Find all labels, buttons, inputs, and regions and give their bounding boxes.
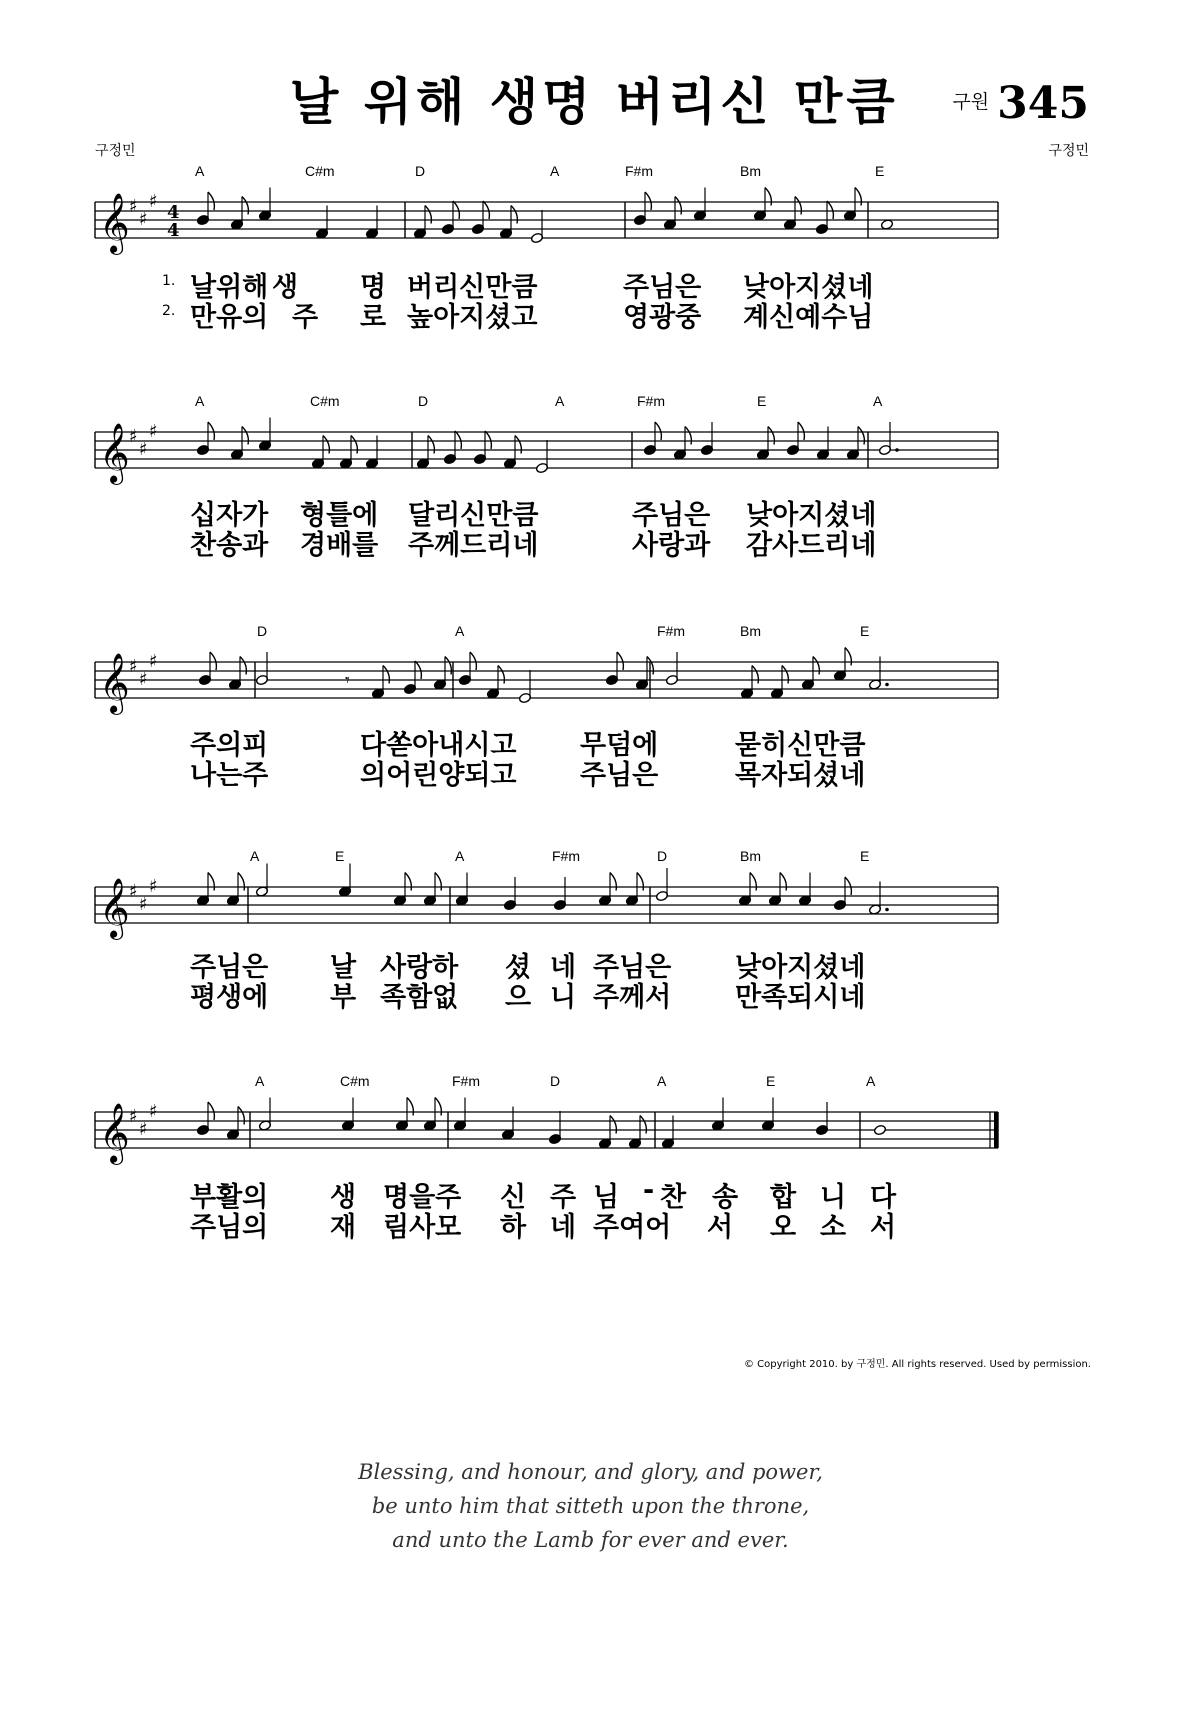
chord-symbol: A	[455, 623, 465, 639]
lyric-word: 무덤에	[580, 730, 659, 761]
key-signature-sharp: ♯	[129, 881, 138, 902]
chord-symbol: E	[860, 848, 870, 864]
note-flag	[240, 657, 246, 675]
chord-symbol: F#m	[625, 163, 653, 179]
note-flag	[323, 436, 329, 454]
hymn-number: 345	[997, 78, 1089, 129]
lyric-word: 나는주	[190, 760, 269, 791]
verse-number: 1.	[162, 273, 176, 289]
treble-clef: 𝄞	[99, 193, 130, 253]
note-flag	[827, 201, 833, 219]
note-flag	[640, 1116, 646, 1134]
note-flag	[795, 197, 801, 215]
copyright-notice: © Copyright 2010. by 구정민. All rights reserved. Used by permission.	[743, 1359, 1091, 1370]
note-flag	[428, 436, 434, 454]
chord-symbol: D	[257, 623, 268, 639]
chord-symbol: D	[415, 163, 426, 179]
lyric-word: 주여어	[593, 1212, 672, 1243]
lyric-word: 목자되셨네	[735, 760, 866, 791]
key-signature-sharp: ♯	[149, 421, 158, 442]
key-signature-sharp: ♯	[139, 1119, 148, 1140]
lyricist: 구정민	[95, 143, 136, 159]
lyric-word: 으	[505, 982, 532, 1013]
lyric-word: 버리신만큼	[407, 272, 538, 303]
note-flag	[483, 201, 489, 219]
note-flag	[752, 666, 758, 684]
note-dot	[895, 448, 899, 452]
lyric-word: 영광중	[623, 302, 702, 333]
lyric-word: 주의피	[190, 730, 269, 761]
note-flag	[242, 197, 248, 215]
note-flag	[511, 206, 517, 224]
chord-symbol: F#m	[637, 393, 665, 409]
lyric-word: 생	[272, 272, 299, 303]
lyric-word: 명	[360, 272, 387, 303]
lyric-word: 명을주	[383, 1182, 462, 1213]
chord-symbol: F#m	[452, 1073, 480, 1089]
note-flag	[435, 873, 441, 891]
lyric-word: 찬송과	[190, 530, 269, 561]
key-signature-sharp: ♯	[139, 209, 148, 230]
note-flag	[208, 192, 214, 210]
key-signature-sharp: ♯	[149, 191, 158, 212]
chord-symbol: E	[335, 848, 345, 864]
lyric-word: 셨	[505, 952, 532, 983]
note-flag	[405, 873, 411, 891]
key-signature-sharp: ♯	[129, 426, 138, 447]
lyric-word: 주께드리네	[408, 530, 539, 561]
note-flag	[845, 648, 851, 666]
lyric-word: 낮아지셨네	[743, 272, 874, 303]
lyric-word: 재	[330, 1212, 357, 1243]
note-flag	[455, 431, 461, 449]
chord-symbol: E	[766, 1073, 776, 1089]
treble-clef: 𝄞	[99, 423, 130, 483]
chord-symbol: A	[250, 848, 260, 864]
lyric-word: 주께서	[593, 982, 672, 1013]
lyric-word: 계신예수님	[743, 302, 874, 333]
chord-symbol: A	[555, 393, 565, 409]
hymn-title: 날 위해 생명 버리신 만큼	[290, 73, 899, 131]
lyric-word: 합	[770, 1182, 797, 1213]
lyric-word: 묻히신만큼	[735, 730, 866, 761]
lyric-word: 네	[550, 1212, 577, 1243]
hymn-number-block	[952, 78, 1089, 129]
lyric-word: 서	[707, 1212, 734, 1243]
lyric-word: 달리신만큼	[408, 500, 539, 531]
note-flag	[617, 652, 623, 670]
lyric-word: 주님의	[190, 1212, 269, 1243]
lyric-line	[0, 523, 1181, 561]
key-signature-sharp: ♯	[139, 669, 148, 690]
chord-symbol: D	[657, 848, 668, 864]
lyric-word: 다	[870, 1182, 897, 1213]
note-flag	[407, 1098, 413, 1116]
note-flag	[470, 652, 476, 670]
hymn-category-label: 구원	[952, 91, 990, 113]
treble-clef: 𝄞	[99, 653, 130, 713]
lyric-line	[0, 945, 1181, 983]
final-barline	[994, 1112, 998, 1148]
lyric-word: 주	[550, 1182, 577, 1213]
lyric-line	[0, 1175, 1181, 1213]
lyric-word: 사랑과	[632, 530, 711, 561]
note-dot	[885, 683, 889, 687]
note-flag	[780, 873, 786, 891]
lyric-line	[0, 1205, 1181, 1243]
note-flag	[610, 873, 616, 891]
chord-symbol: Bm	[740, 163, 761, 179]
note-flag	[637, 873, 643, 891]
chord-symbol: C#m	[305, 163, 335, 179]
chord-symbol: Bm	[740, 623, 761, 639]
scripture-line: be unto him that sitteth upon the throne,	[371, 1494, 810, 1518]
lyric-word: 낮아지셨네	[735, 952, 866, 983]
note-dot	[885, 908, 889, 912]
lyric-word: 만족되시네	[735, 982, 866, 1013]
lyric-word: 사랑하	[380, 952, 459, 983]
composer: 구정민	[1048, 143, 1089, 159]
note-flag	[415, 661, 421, 679]
note-flag	[208, 422, 214, 440]
note-flag	[768, 427, 774, 445]
lyric-word: 찬	[660, 1182, 687, 1213]
lyric-word: 주님은	[580, 760, 659, 791]
eighth-rest: 𝄾	[345, 670, 350, 691]
note-flag	[685, 427, 691, 445]
chord-symbol: F#m	[552, 848, 580, 864]
scripture-line: and unto the Lamb for ever and ever.	[392, 1528, 789, 1552]
note-flag	[208, 1102, 214, 1120]
note-flag	[351, 436, 357, 454]
note-flag	[238, 1107, 244, 1125]
time-signature-bottom: 4	[167, 220, 180, 241]
lyric-word: 로	[360, 302, 387, 333]
note-flag	[845, 877, 851, 895]
chord-symbol: F#m	[657, 623, 685, 639]
lyric-word: 주님은	[632, 500, 711, 531]
lyric-word: 네	[550, 952, 577, 983]
lyric-word: 주님은	[190, 952, 269, 983]
chord-symbol: E	[757, 393, 767, 409]
note-flag	[498, 666, 504, 684]
key-signature-sharp: ♯	[139, 439, 148, 460]
lyric-word: 소	[820, 1212, 847, 1243]
note-flag	[242, 427, 248, 445]
verse-number: 2.	[162, 303, 176, 319]
note-head	[873, 1124, 886, 1135]
chord-symbol: C#m	[310, 393, 340, 409]
lyric-word: 니	[820, 1182, 847, 1213]
scripture-line: Blessing, and honour, and glory, and power,	[358, 1460, 823, 1484]
note-flag	[858, 427, 864, 445]
note-flag	[813, 657, 819, 675]
chord-symbol: A	[550, 163, 560, 179]
lyric-word: 송	[712, 1182, 739, 1213]
chord-symbol: A	[255, 1073, 265, 1089]
lyric-word: 하	[500, 1212, 527, 1243]
lyric-line	[0, 753, 1181, 791]
lyric-word: 님	[593, 1182, 620, 1213]
chord-symbol: E	[875, 163, 885, 179]
note-flag	[425, 206, 431, 224]
note-flag	[383, 666, 389, 684]
chord-symbol: D	[550, 1073, 561, 1089]
chord-symbol: A	[455, 848, 465, 864]
lyric-word: 주	[292, 302, 319, 333]
key-signature-sharp: ♯	[129, 196, 138, 217]
lyric-word: 오	[770, 1212, 797, 1243]
chord-symbol: E	[860, 623, 870, 639]
lyric-line	[0, 295, 1181, 333]
note-flag	[238, 873, 244, 891]
key-signature-sharp: ♯	[149, 876, 158, 897]
lyric-word: 다쏟아내시고	[360, 730, 517, 761]
lyric-line	[0, 265, 1181, 303]
chord-symbol: C#m	[340, 1073, 370, 1089]
lyric-word: 의어린양되고	[360, 760, 517, 791]
key-signature-sharp: ♯	[149, 1101, 158, 1122]
lyric-word: 감사드리네	[746, 530, 877, 561]
note-flag	[645, 192, 651, 210]
lyric-word: 족함없	[380, 982, 459, 1013]
lyric-word: 림사모	[383, 1212, 462, 1243]
treble-clef: 𝄞	[99, 1103, 130, 1163]
key-signature-sharp: ♯	[149, 651, 158, 672]
note-flag	[782, 666, 788, 684]
lyric-word: 부	[330, 982, 357, 1013]
chord-symbol: A	[873, 393, 883, 409]
note-flag	[445, 657, 451, 675]
lyric-word: 높아지셨고	[407, 302, 538, 333]
key-signature-sharp: ♯	[139, 894, 148, 915]
lyric-word: 십자가	[190, 500, 269, 531]
note-flag	[855, 188, 861, 206]
chord-symbol: A	[195, 163, 205, 179]
lyric-line	[0, 493, 1181, 531]
lyric-word: 평생에	[190, 982, 269, 1013]
key-signature-sharp: ♯	[129, 1106, 138, 1127]
lyric-word: 생	[330, 1182, 357, 1213]
lyric-line	[0, 975, 1181, 1013]
key-signature-sharp: ♯	[129, 656, 138, 677]
note-flag	[765, 188, 771, 206]
time-signature-top: 4	[167, 202, 180, 223]
note-flag	[610, 1116, 616, 1134]
note-flag	[515, 436, 521, 454]
lyric-word: -	[643, 1175, 655, 1206]
lyric-word: 서	[870, 1212, 897, 1243]
note-flag	[435, 1098, 441, 1116]
note-flag	[675, 197, 681, 215]
chord-symbol: Bm	[740, 848, 761, 864]
lyric-word: 신	[500, 1182, 527, 1213]
lyric-word: 주님은	[593, 952, 672, 983]
lyric-word: 낮아지셨네	[746, 500, 877, 531]
lyric-word: 부활의	[190, 1182, 269, 1213]
scripture-quote	[0, 1455, 1181, 1557]
note-flag	[798, 422, 804, 440]
lyric-word: 주님은	[623, 272, 702, 303]
note-flag	[750, 873, 756, 891]
chord-symbol: A	[657, 1073, 667, 1089]
lyric-word: 만유의	[190, 302, 269, 333]
note-flag	[485, 431, 491, 449]
lyric-word: 경배를	[300, 530, 379, 561]
lyric-word: 날	[330, 952, 357, 983]
note-flag	[453, 201, 459, 219]
treble-clef: 𝄞	[99, 878, 130, 938]
lyric-word: 니	[550, 982, 577, 1013]
note-flag	[208, 873, 214, 891]
chord-symbol: A	[866, 1073, 876, 1089]
lyric-line	[0, 723, 1181, 761]
lyric-word: 형틀에	[300, 500, 379, 531]
note-flag	[655, 422, 661, 440]
lyric-word: 날위해	[190, 272, 269, 303]
chord-symbol: D	[418, 393, 429, 409]
note-flag	[210, 652, 216, 670]
chord-symbol: A	[195, 393, 205, 409]
